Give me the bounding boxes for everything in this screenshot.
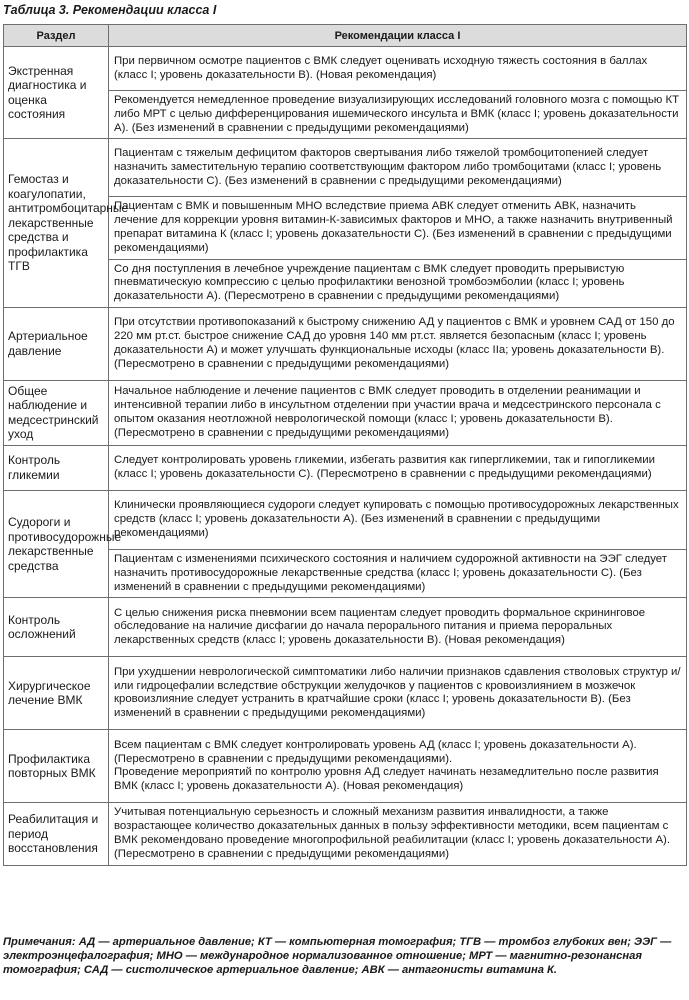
table-row [4,380,687,445]
section-cell: Артериальное давление [4,307,109,380]
recommendation-cell: Всем пациентам с ВМК следует контролировать уровень АД (класс I; уровень доказательности А). (Пересмотрено в сравнении с предыдущими рекомендациями). Проведение мероприятий по контролю уровня АД следует начинать незамедлительно после развития ВМК (класс I; уровень доказательности А). (Новая рекомендация) [109,730,687,803]
recommendation-cell: Пациентам с изменениями психического состояния и наличием судорожной активности на ЭЭГ следует назначить противосудорожные лекарственные средства (класс I; уровень доказательности С). (Без изменений в сравнении с предыдущими рекомендациями) [109,549,687,597]
section-cell: Профилактика повторных ВМК [4,730,109,803]
recommendation-cell: Следует контролировать уровень гликемии, избегать развития как гипергликемии, так и гипогликемии (класс I; уровень доказательности С). (Пересмотрено в сравнении с предыдущими рекомендациями) [109,445,687,490]
recommendation-cell: При первичном осмотре пациентов с ВМК следует оценивать исходную тяжесть состояния в баллах (класс I; уровень доказательности В). (Новая рекомендация) [109,47,687,91]
table-title: Таблица 3. Рекомендации класса I [3,3,217,17]
recommendation-cell: Пациентам с тяжелым дефицитом факторов свертывания либо тяжелой тромбоцитопенией следует назначить заместительную терапию соответствующим фактором либо тромбоцитами (класс I; уровень доказательности С). (Без изменений в сравнении с предыдущими рекомендациями) [109,139,687,197]
table-row [4,307,687,380]
table-row [4,598,687,657]
section-cell: Хирургическое лечение ВМК [4,657,109,730]
recommendation-cell: Со дня поступления в лечебное учреждение пациентам с ВМК следует проводить прерывистую пневматическую компрессию с целью профилактики венозной тромбоэмболии (класс I; уровень доказательности А). (Пересмотрено в сравнении с предыдущими рекомендациями) [109,259,687,307]
table-row [4,657,687,730]
recommendation-cell: Учитывая потенциальную серьезность и сложный механизм развития инвалидности, а также возрастающее количество доказательных данных в пользу эффективности методики, всем пациентам с ВМК рекомендовано проведение многопрофильной реабилитации (класс I; уровень доказательности А). (Пересмотрено в сравнении с предыдущими рекомендациями) [109,803,687,865]
table-row [4,803,687,865]
table-header-row [4,25,687,47]
table-notes: Примечания: АД — артериальное давление; КТ — компьютерная томография; ТГВ — тромбоз глубоких вен; ЭЭГ — электроэнцефалография; МНО — международное нормализованное отношение; МРТ — магнитно-резонансная томография; САД — систолическое артериальное давление; АВК — антагонисты витамина К. [3,936,672,977]
recommendation-cell: С целью снижения риска пневмонии всем пациентам следует проводить формальное скрининговое обследование на наличие дисфагии до начала перорального питания и приема пероральных лекарственных средств (класс I; уровень доказательности В). (Новая рекомендация) [109,598,687,657]
section-cell: Общее наблюдение и медсестринский уход [4,380,109,445]
recommendation-cell: Пациентам с ВМК и повышенным МНО вследствие приема АВК следует отменить АВК, назначить лечение для коррекции уровня витамин-К-зависимых факторов и МНО, а также назначить внутривенный препарат витамина К (класс I; уровень доказательности С). (Без изменений в сравнении с предыдущими рекомендациями) [109,197,687,259]
table-row [4,445,687,490]
recommendation-cell: При ухудшении неврологической симптоматики либо наличии признаков сдавления стволовых структур и/или гидроцефалии вследствие обструкции желудочков у пациентов с кровоизлиянием в мозжечок кровоизлияние следует устранить в кратчайшие сроки (класс I; уровень доказательности В). (Без изменений в сравнении с предыдущими рекомендациями) [109,657,687,730]
recommendation-cell: Начальное наблюдение и лечение пациентов с ВМК следует проводить в отделении реанимации и интенсивной терапии либо в инсультном отделении при участии врача и медсестринского персонала с опытом оказания неотложной неврологической помощи (класс I; уровень доказательности В). (Пересмотрено в сравнении с предыдущими рекомендациями) [109,380,687,445]
recommendation-cell: Рекомендуется немедленное проведение визуализирующих исследований головного мозга с помощью КТ либо МРТ с целью дифференцирования ишемического инсульта и ВМК (класс I; уровень доказательности А). (Без изменений в сравнении с предыдущими рекомендациями) [109,91,687,139]
section-cell: Реабилитация и период восстановления [4,803,109,865]
table-row [4,47,687,91]
section-cell: Контроль гликемии [4,445,109,490]
table-row [4,490,687,549]
section-cell: Гемостаз и коагулопатии, антитромбоцитарные лекарственные средства и профилактика ТГВ [4,139,109,308]
recommendation-cell: При отсутствии противопоказаний к быстрому снижению АД у пациентов с ВМК и уровнем САД от 150 до 220 мм рт.ст. быстрое снижение САД до уровня 140 мм рт.ст. является безопасным (класс I; уровень доказательности А) и может улучшать функциональные исходы (класс IIa; уровень доказательности В). (Пересмотрено в сравнении с предыдущими рекомендациями) [109,307,687,380]
header-recommendations: Рекомендации класса I [109,25,687,47]
section-cell: Экстренная диагностика и оценка состояния [4,47,109,139]
recommendation-cell: Клинически проявляющиеся судороги следует купировать с помощью противосудорожных лекарственных средств (класс I; уровень доказательности А). (Без изменений в сравнении с предыдущими рекомендациями) [109,490,687,549]
recommendations-table [3,24,687,866]
table-row [4,730,687,803]
header-section: Раздел [4,25,109,47]
section-cell: Контроль осложнений [4,598,109,657]
table-row [4,139,687,197]
section-cell: Судороги и противосудорожные лекарственные средства [4,490,109,597]
